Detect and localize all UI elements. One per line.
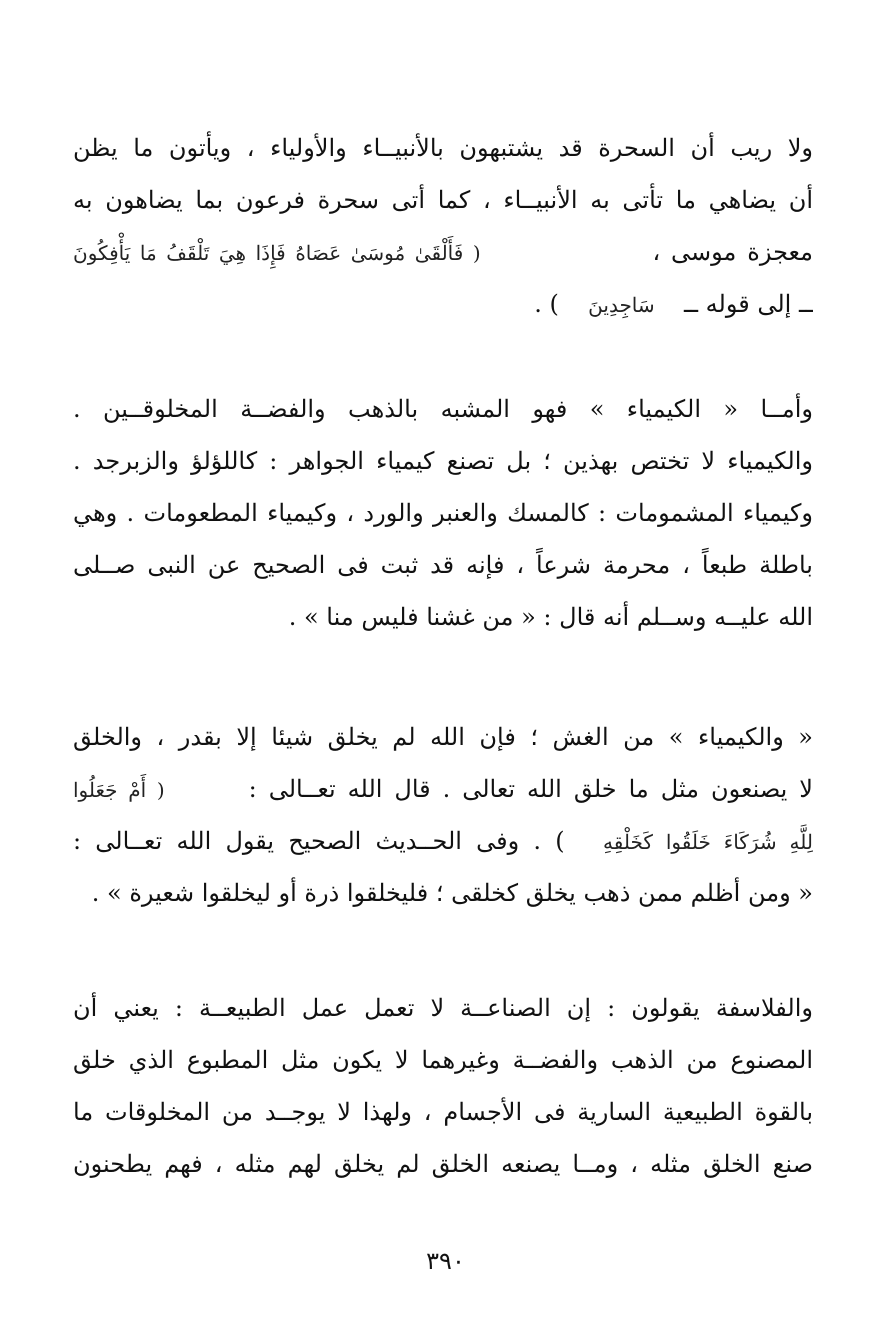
text-line: وأمــا « الكيمياء » فهو المشبه بالذهب والفضــة المخلوقــين . bbox=[73, 395, 813, 423]
text-line: والكيمياء لا تختص بهذين ؛ بل تصنع كيمياء الجواهر : كاللؤلؤ والزبرجد . bbox=[73, 447, 813, 475]
text-line: بالقوة الطبيعية السارية فى الأجسام ، ولهذا لا يوجــد من المخلوقات ما bbox=[73, 1098, 813, 1126]
text-line bbox=[73, 763, 813, 815]
text-line: أن يضاهي ما تأتى به الأنبيــاء ، كما أتى سحرة فرعون بما يضاهون به bbox=[73, 186, 813, 214]
text-line bbox=[73, 815, 813, 867]
text-line: الله عليــه وســلم أنه قال : « من غشنا فليس منا » . bbox=[288, 603, 813, 631]
paragraph-2 bbox=[73, 383, 813, 643]
text-line: وكيمياء المشمومات : كالمسك والعنبر والورد ، وكيمياء المطعومات . وهي bbox=[73, 499, 813, 527]
text-line: صنع الخلق مثله ، ومــا يصنعه الخلق لم يخلق لهم مثله ، فهم يطحنون bbox=[73, 1150, 813, 1178]
text-segment: ــ إلى قوله ــ bbox=[683, 290, 813, 318]
paragraph-4 bbox=[73, 982, 813, 1190]
paragraph-3 bbox=[73, 711, 813, 919]
text-line: « ومن أظلم ممن ذهب يخلق كخلقى ؛ فليخلقوا ذرة أو ليخلقوا شعيرة » . bbox=[91, 879, 813, 907]
paragraph-1 bbox=[73, 122, 813, 330]
text-segment: لا يصنعون مثل ما خلق الله تعالى . قال الله تعــالى : bbox=[248, 775, 813, 803]
quran-verse: ( فَأَلْقَىٰ مُوسَىٰ عَصَاهُ فَإِذَا هِيَ تَلْقَفُ مَا يَأْفِكُونَ bbox=[73, 241, 481, 265]
text-segment: ) . وفى الحــديث الصحيح يقول الله تعــالى : bbox=[73, 827, 565, 855]
quran-verse: ( أَمْ جَعَلُوا bbox=[73, 778, 165, 802]
text-line: ولا ريب أن السحرة قد يشتبهون بالأنبيــاء والأولياء ، ويأتون ما يظن bbox=[73, 134, 813, 162]
text-segment: معجزة موسى ، bbox=[652, 238, 813, 266]
text-segment: ) . bbox=[534, 290, 559, 318]
text-line: باطلة طبعاً ، محرمة شرعاً ، فإنه قد ثبت فى الصحيح عن النبى صــلى bbox=[73, 551, 813, 579]
text-line bbox=[73, 278, 813, 330]
page-number: ٣٩٠ bbox=[426, 1247, 465, 1275]
quran-verse: سَاجِدِينَ bbox=[588, 293, 655, 317]
text-line bbox=[73, 226, 813, 278]
text-line: المصنوع من الذهب والفضــة وغيرهما لا يكون مثل المطبوع الذي خلق bbox=[73, 1046, 813, 1074]
text-line: « والكيمياء » من الغش ؛ فإن الله لم يخلق شيئا إلا بقدر ، والخلق bbox=[73, 723, 813, 751]
quran-verse: لِلَّهِ شُرَكَاءَ خَلَقُوا كَخَلْقِهِ bbox=[603, 830, 813, 854]
text-line: والفلاسفة يقولون : إن الصناعــة لا تعمل عمل الطبيعــة : يعني أن bbox=[73, 994, 813, 1022]
